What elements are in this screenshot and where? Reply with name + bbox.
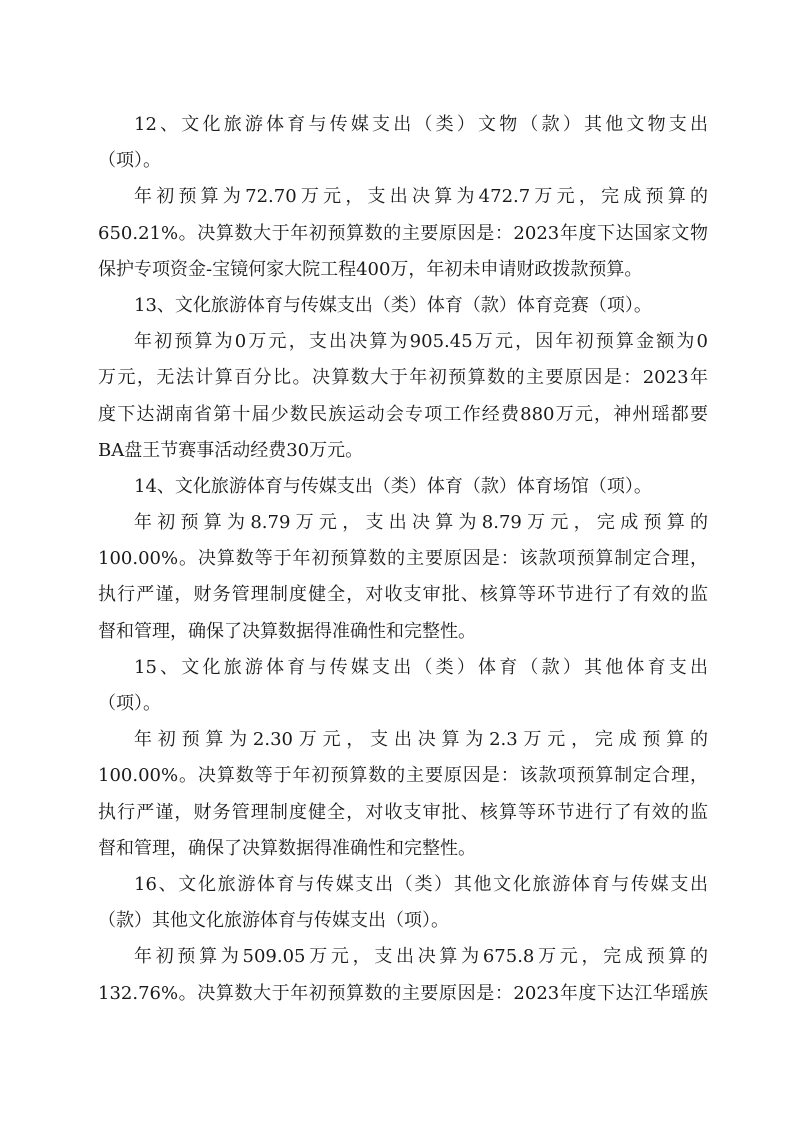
text-line: BA盘王节赛事活动经费30万元。 [98,439,364,461]
text-line: 年初预算为2.30万元，支出决算为2.3万元，完成预算的 [134,729,708,751]
text-line: 16、文化旅游体育与传媒支出（类）其他文化旅游体育与传媒支出 [134,873,708,895]
section-heading [98,288,708,324]
text-line: （项）。 [98,150,161,172]
text-line: 督和管理，确保了决算数据得准确性和完整性。 [98,837,476,859]
paragraph [98,179,708,288]
text-line: 100.00%。决算数等于年初预算数的主要原因是：该款项预算制定合理， [98,548,708,570]
text-line: 14、文化旅游体育与传媒支出（类）体育（款）体育场馆（项）。 [134,475,652,497]
text-line: 13、文化旅游体育与传媒支出（类）体育（款）体育竞赛（项）。 [134,294,652,316]
text-line: 年初预算为72.70万元，支出决算为472.7万元，完成预算的 [134,186,708,208]
text-line: 年初预算为509.05万元，支出决算为675.8万元，完成预算的 [134,946,708,968]
text-line: 年初预算为8.79万元，支出决算为8.79万元，完成预算的 [134,512,708,534]
section-heading [98,650,708,722]
paragraph [98,505,708,650]
paragraph [98,324,708,469]
section-heading [98,107,708,179]
document-body [98,107,708,1012]
text-line: 执行严谨，财务管理制度健全，对收支审批、核算等环节进行了有效的监 [98,584,708,606]
text-line: 15、文化旅游体育与传媒支出（类）体育（款）其他体育支出 [134,656,708,678]
text-line: 度下达湖南省第十届少数民族运动会专项工作经费880万元，神州瑶都要 [98,403,708,425]
section-heading [98,469,708,505]
text-line: 650.21%。决算数大于年初预算数的主要原因是：2023年度下达国家文物 [98,222,708,244]
text-line: 执行严谨，财务管理制度健全，对收支审批、核算等环节进行了有效的监 [98,801,708,823]
text-line: 督和管理，确保了决算数据得准确性和完整性。 [98,620,476,642]
section-heading [98,867,708,939]
text-line: 年初预算为0万元，支出决算为905.45万元，因年初预算金额为0 [134,331,708,353]
text-line: 132.76%。决算数大于年初预算数的主要原因是：2023年度下达江华瑶族 [98,982,708,1004]
text-line: 12、文化旅游体育与传媒支出（类）文物（款）其他文物支出 [134,114,708,135]
text-line: 万元，无法计算百分比。决算数大于年初预算数的主要原因是：2023年 [98,367,708,389]
text-line: 100.00%。决算数等于年初预算数的主要原因是：该款项预算制定合理， [98,765,708,787]
paragraph [98,939,708,1011]
text-line: （项）。 [98,693,161,714]
text-line: （款）其他文化旅游体育与传媒支出（项）。 [98,910,449,932]
paragraph [98,722,708,867]
text-line: 保护专项资金-宝镜何家大院工程400万，年初未申请财政拨款预算。 [98,258,643,280]
